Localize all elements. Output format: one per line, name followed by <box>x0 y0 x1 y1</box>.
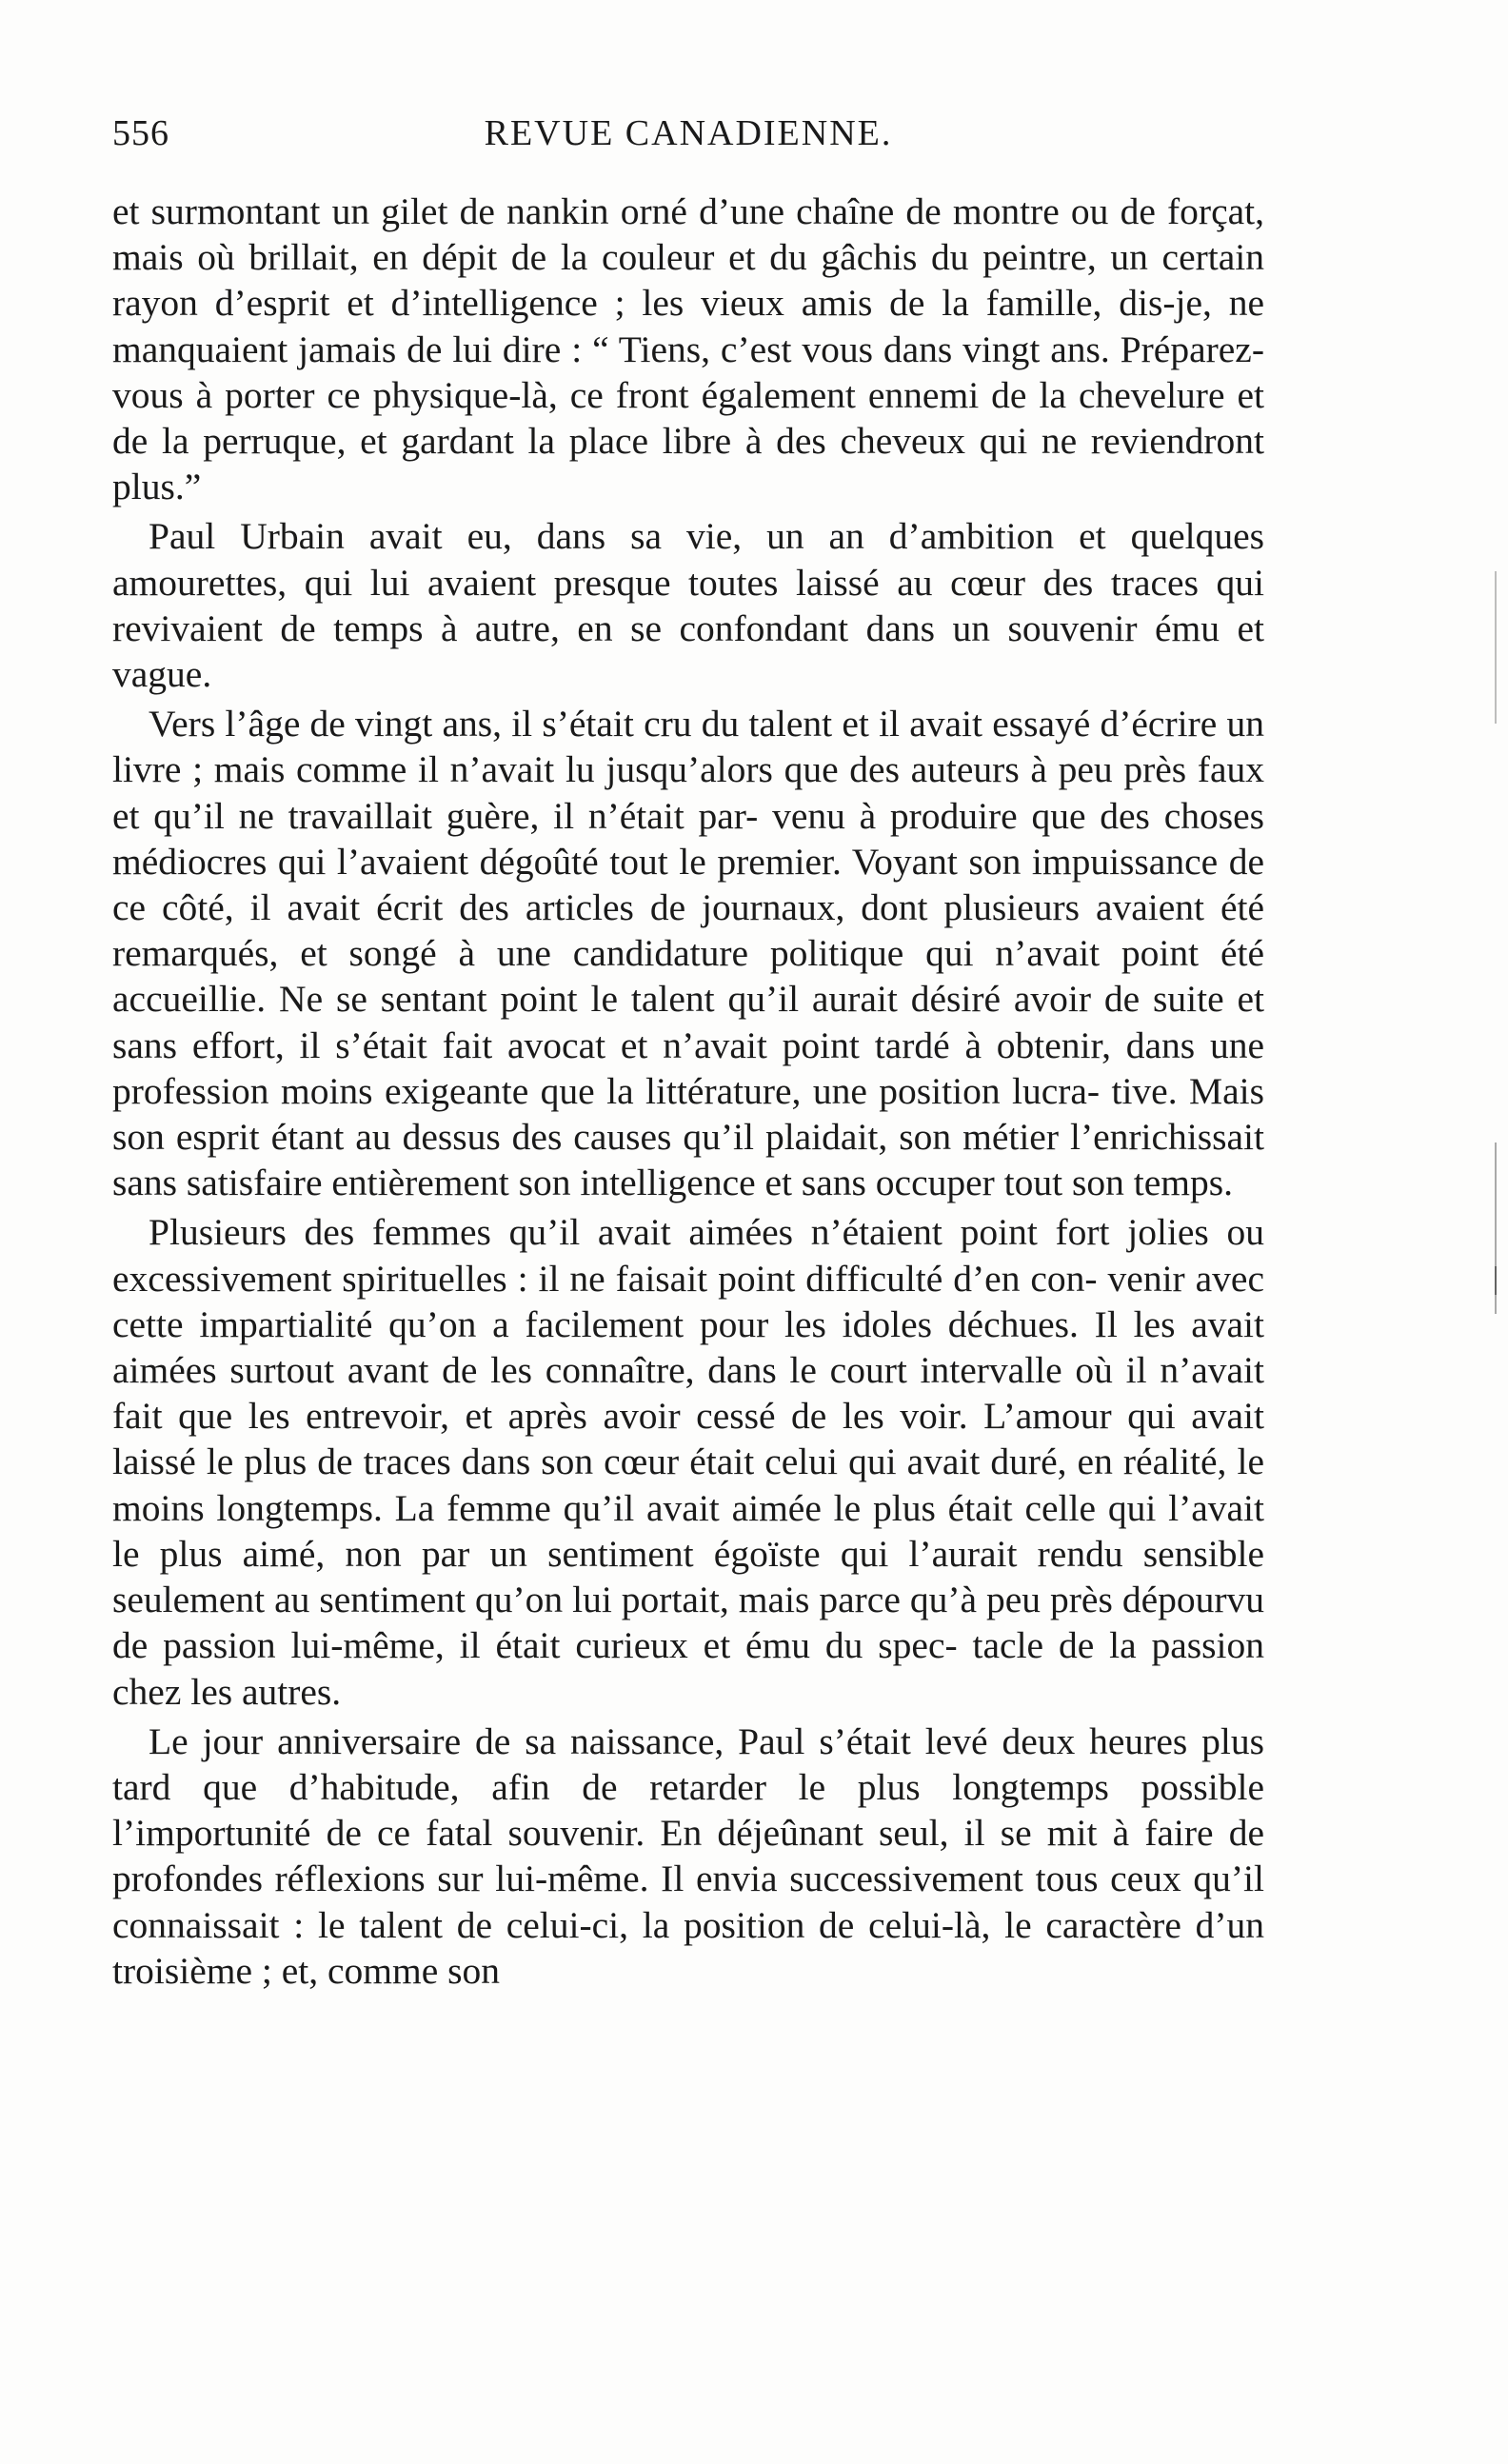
paragraph-ambition: Paul Urbain avait eu, dans sa vie, un an d’ambition et quelques amourettes, qui lui avaient presque toutes laissé au cœur des traces qui revivaient de temps à autre, en se confondant dans un souvenir ému et vague. <box>112 515 1264 696</box>
running-title: REVUE CANADIENNE. <box>484 113 893 153</box>
paragraph-birthday: Le jour anniversaire de sa naissance, Paul s’était levé deux heures plus tard que d’habitude, afin de retarder le plus longtemps possible l’importunité de ce fatal souvenir. En déjeûnant seul, il se mit à faire de profondes réflexions sur lui-même. Il envia successivement tous ceux qu’il connaissait : le talent de celui-ci, la position de celui-là, le caractère d’un troisième ; et, comme son <box>112 1719 1264 1992</box>
paragraph-loves: Plusieurs des femmes qu’il avait aimées n’étaient point fort jolies ou excessivement spirituelles : il ne faisait point difficulté d’en con- venir avec cette impartialité qu’on a facilement pour les idoles déchues. Il les avait aimées surtout avant de les connaître, dans le court intervalle où il n’avait fait que les entrevoir, et après avoir cessé de les voir. L’amour qui avait laissé le plus de traces dans son cœur était celui qui avait duré, en réalité, le moins longtemps. La femme qu’il avait aimée le plus était celle qui l’avait le plus aimé, non par un sentiment égoïste qui l’aurait rendu sensible seulement au sentiment qu’on lui portait, mais parce qu’à peu près dépourvu de passion lui-même, il était curieux et ému du spec- tacle de la passion chez les autres. <box>112 1211 1264 1713</box>
scan-edge-mark <box>1495 1266 1497 1295</box>
paragraph-continued: et surmontant un gilet de nankin orné d’une chaîne de montre ou de forçat, mais où brillait, en dépit de la couleur et du gâchis du peintre, un certain rayon d’esprit et d’intelligence ; les vieux amis de la famille, dis-je, ne manquaient jamais de lui dire : “ Tiens, c’est vous dans vingt ans. Préparez-vous à porter ce physique-là, ce front également ennemi de la chevelure et de la perruque, et gardant la place libre à des cheveux qui ne reviendront plus.” <box>112 190 1264 508</box>
page-number: 556 <box>112 113 169 153</box>
page-header <box>112 112 1264 169</box>
paragraph-career: Vers l’âge de vingt ans, il s’était cru du talent et il avait essayé d’écrire un livre ; mais comme il n’avait lu jusqu’alors que des auteurs à peu près faux et qu’il ne travaillait guère, il n’était par- venu à produire que des choses médiocres qui l’avaient dégoûté tout le premier. Voyant son impuissance de ce côté, il avait écrit des articles de journaux, dont plusieurs avaient été remarqués, et songé à une candidature politique qui n’avait point été accueillie. Ne se sentant point le talent qu’il aurait désiré avoir de suite et sans effort, il s’était fait avocat et n’avait point tardé à obtenir, dans une profession moins exigeante que la littérature, une position lucra- tive. Mais son esprit étant au dessus des causes qu’il plaidait, son métier l’enrichissait sans satisfaire entièrement son intelligence et sans occuper tout son temps. <box>112 703 1264 1204</box>
scan-edge-mark <box>1495 571 1497 724</box>
body-text <box>112 189 1264 1997</box>
